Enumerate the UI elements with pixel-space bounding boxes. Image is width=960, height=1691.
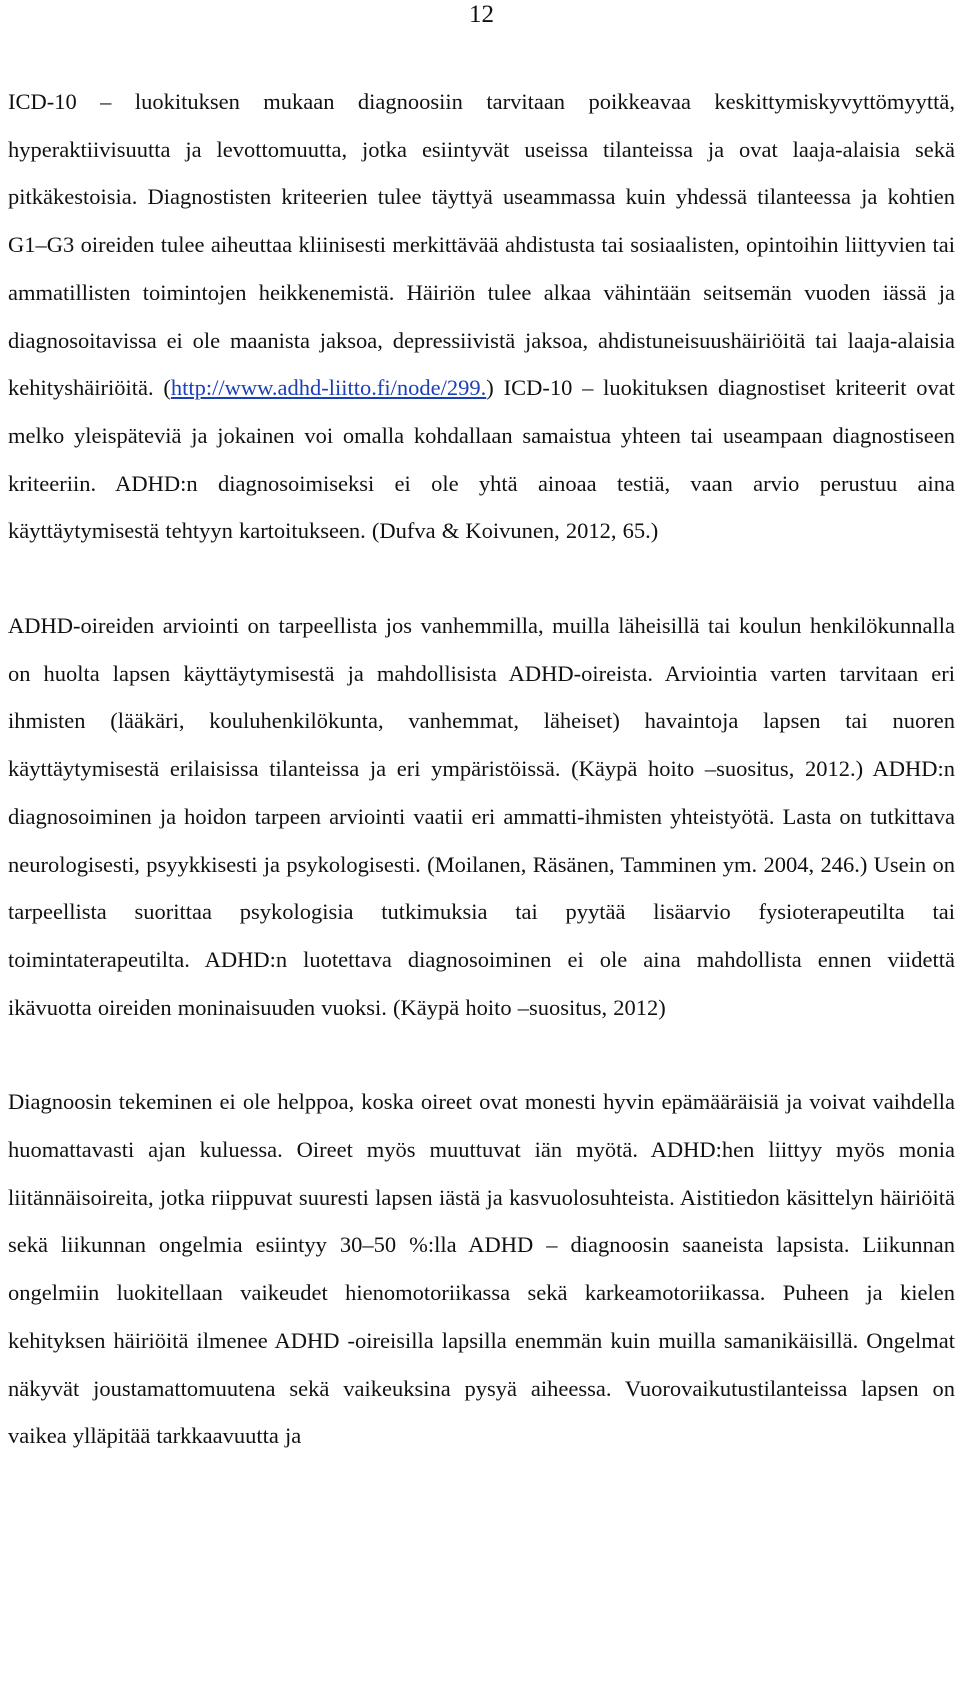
paragraph-text: ) ICD-10 – luokituksen diagnostiset kriteerit ovat melko yleispäteviä ja jokainen voi omalla kohdallaan samaistua yhteen tai useampaan diagnostiseen kriteeriin. ADHD:n diagnosoimiseksi ei ole yhtä ainoaa testiä, vaan arvio perustuu aina käyttäytymisestä tehtyyn kartoitukseen. (Dufva & Koivunen, 2012, 65.) <box>8 375 955 544</box>
page-number: 12 <box>469 1 494 28</box>
paragraph-assessment: ADHD-oireiden arviointi on tarpeellista jos vanhemmilla, muilla läheisillä tai koulun henkilökunnalla on huolta lapsen käyttäytymisestä ja mahdollisista ADHD-oireista. Arviointia varten tarvitaan eri ihmisten (lääkäri, kouluhenkilökunta, vanhemmat, läheiset) havaintoja lapsen tai nuoren käyttäytymisestä erilaisissa tilanteissa ja eri ympäristöissä. (Käypä hoito –suositus, 2012.) ADHD:n diagnosoiminen ja hoidon tarpeen arviointi vaatii eri ammatti-ihmisten yhteistyötä. Lasta on tutkittava neurologisesti, psyykkisesti ja psykologisesti. (Moilanen, Räsänen, Tamminen ym. 2004, 246.) Usein on tarpeellista suorittaa psykologisia tutkimuksia tai pyytää lisäarvio fysioterapeutilta tai toimintaterapeutilta. ADHD:n luotettava diagnosoiminen ei ole aina mahdollista ennen viidettä ikävuotta oireiden moninaisuuden vuoksi. (Käypä hoito –suositus, 2012) <box>8 613 955 1020</box>
paragraph-icd10-criteria <box>8 78 955 555</box>
adhd-liitto-link[interactable]: http://www.adhd-liitto.fi/node/299. <box>170 375 487 401</box>
document-page <box>8 0 955 1460</box>
paragraph-text: ICD-10 – luokituksen mukaan diagnoosiin tarvitaan poikkeavaa keskittymiskyvyttömyyttä, hyperaktiivisuutta ja levottomuutta, jotka esiintyvät useissa tilanteissa ja ovat laaja-alaisia sekä pitkäkestoisia. Diagnostisten kriteerien tulee täyttyä useammassa kuin yhdessä tilanteessa ja kohtien G1–G3 oireiden tulee aiheuttaa kliinisesti merkittävää ahdistusta tai sosiaalisten, opintoihin liittyvien tai ammatillisten toimintojen heikkenemistä. Häiriön tulee alkaa vähintään seitsemän vuoden iässä ja diagnosoitavissa ei ole maanista jaksoa, depressiivistä jaksoa, ahdistuneisuushäiriöitä tai laaja-alaisia kehityshäiriöitä. ( <box>8 89 955 401</box>
paragraph-diagnosis-difficulty: Diagnoosin tekeminen ei ole helppoa, koska oireet ovat monesti hyvin epämääräisiä ja voivat vaihdella huomattavasti ajan kuluessa. Oireet myös muuttuvat iän myötä. ADHD:hen liittyy myös monia liitännäisoireita, jotka riippuvat suuresti lapsen iästä ja kasvuolosuhteista. Aistitiedon käsittelyn häiriöitä sekä liikunnan ongelmia esiintyy 30–50 %:lla ADHD – diagnoosin saaneista lapsista. Liikunnan ongelmiin luokitellaan vaikeudet hienomotoriikassa sekä karkeamotoriikassa. Puheen ja kielen kehityksen häiriöitä ilmenee ADHD -oireisilla lapsilla enemmän kuin muilla samanikäisillä. Ongelmat näkyvät joustamattomuutena sekä vaikeuksina pysyä aiheessa. Vuorovaikutustilanteissa lapsen on vaikea ylläpitää tarkkaavuutta ja <box>8 1089 955 1449</box>
